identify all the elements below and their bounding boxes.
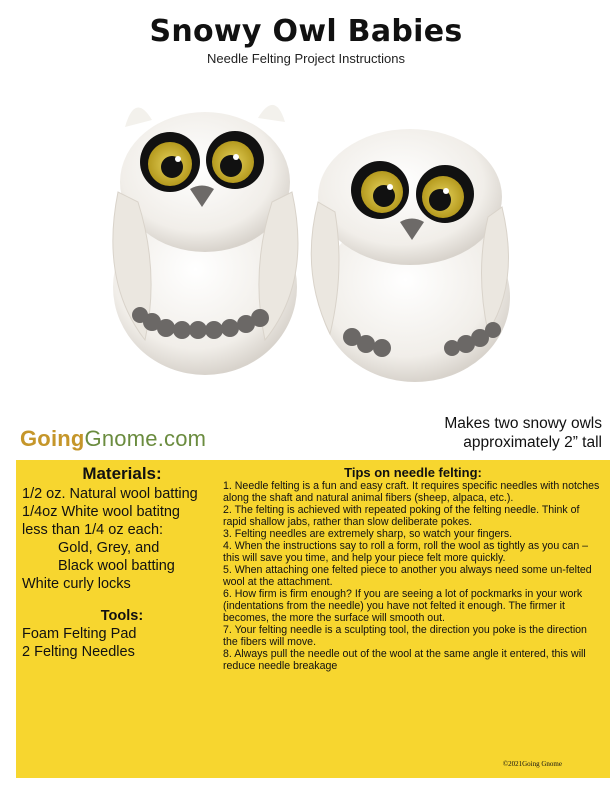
left-owl [113,105,298,375]
material-item: 1/2 oz. Natural wool batting [22,486,198,502]
page-subtitle: Needle Felting Project Instructions [207,51,405,66]
brand-part2: Gnome.com [84,426,207,451]
right-owl [311,129,510,382]
tool-item: 2 Felting Needles [22,644,135,660]
tools-heading: Tools: [100,608,144,624]
tip-item: 7. Your felting needle is a sculpting tool, the direction you poke is the direction the fibers will move. [223,624,587,648]
copyright-notice: ©2021Going Gnome [502,760,562,768]
yield-note [444,414,602,452]
yield-line-2: approximately 2” tall [463,434,602,451]
info-panel [16,460,610,778]
tips-heading: Tips on needle felting: [344,465,482,480]
tip-item: 4. When the instructions say to roll a form, roll the wool as tightly as you can – this will save you time, and help your piece felt more quickly. [223,540,589,564]
tip-item: 6. How firm is firm enough? If you are seeing a lot of pockmarks in your work (indentations from the needle) you have not felted it enough. The firmer it becomes, the more the surface will smooth out. [223,588,583,624]
material-item: 1/4oz White wool batitng [22,504,180,520]
brand-part1: Going [20,426,85,451]
tips-section [223,465,603,672]
material-item: Black wool batting [58,558,175,574]
material-item: less than 1/4 oz each: [22,522,164,538]
tip-item: 1. Needle felting is a fun and easy craft. It requires specific needles with notches along the shaft and natural animal fibers (sheep, alpaca, etc.). [223,480,600,504]
tip-item: 2. The felting is achieved with repeated poking of the felting needle. Think of rapid shallow jabs, rather than slow deliberate pokes. [223,504,580,528]
owl-photo [90,72,530,392]
tool-item: Foam Felting Pad [22,626,137,642]
tip-item: 8. Always pull the needle out of the wool at the same angle it entered, this will reduce needle breakage [223,648,586,672]
brand-logo [20,426,206,452]
tip-item: 3. Felting needles are extremely sharp, so watch your fingers. [223,528,513,540]
tip-item: 5. When attaching one felted piece to another you always need some un-felted wool at the attachment. [223,564,592,588]
material-item: White curly locks [22,576,131,592]
materials-section [22,463,222,661]
material-item: Gold, Grey, and [58,540,160,556]
materials-heading: Materials: [82,464,162,483]
page-title: Snowy Owl Babies [149,14,463,49]
yield-line-1: Makes two snowy owls [444,415,602,432]
